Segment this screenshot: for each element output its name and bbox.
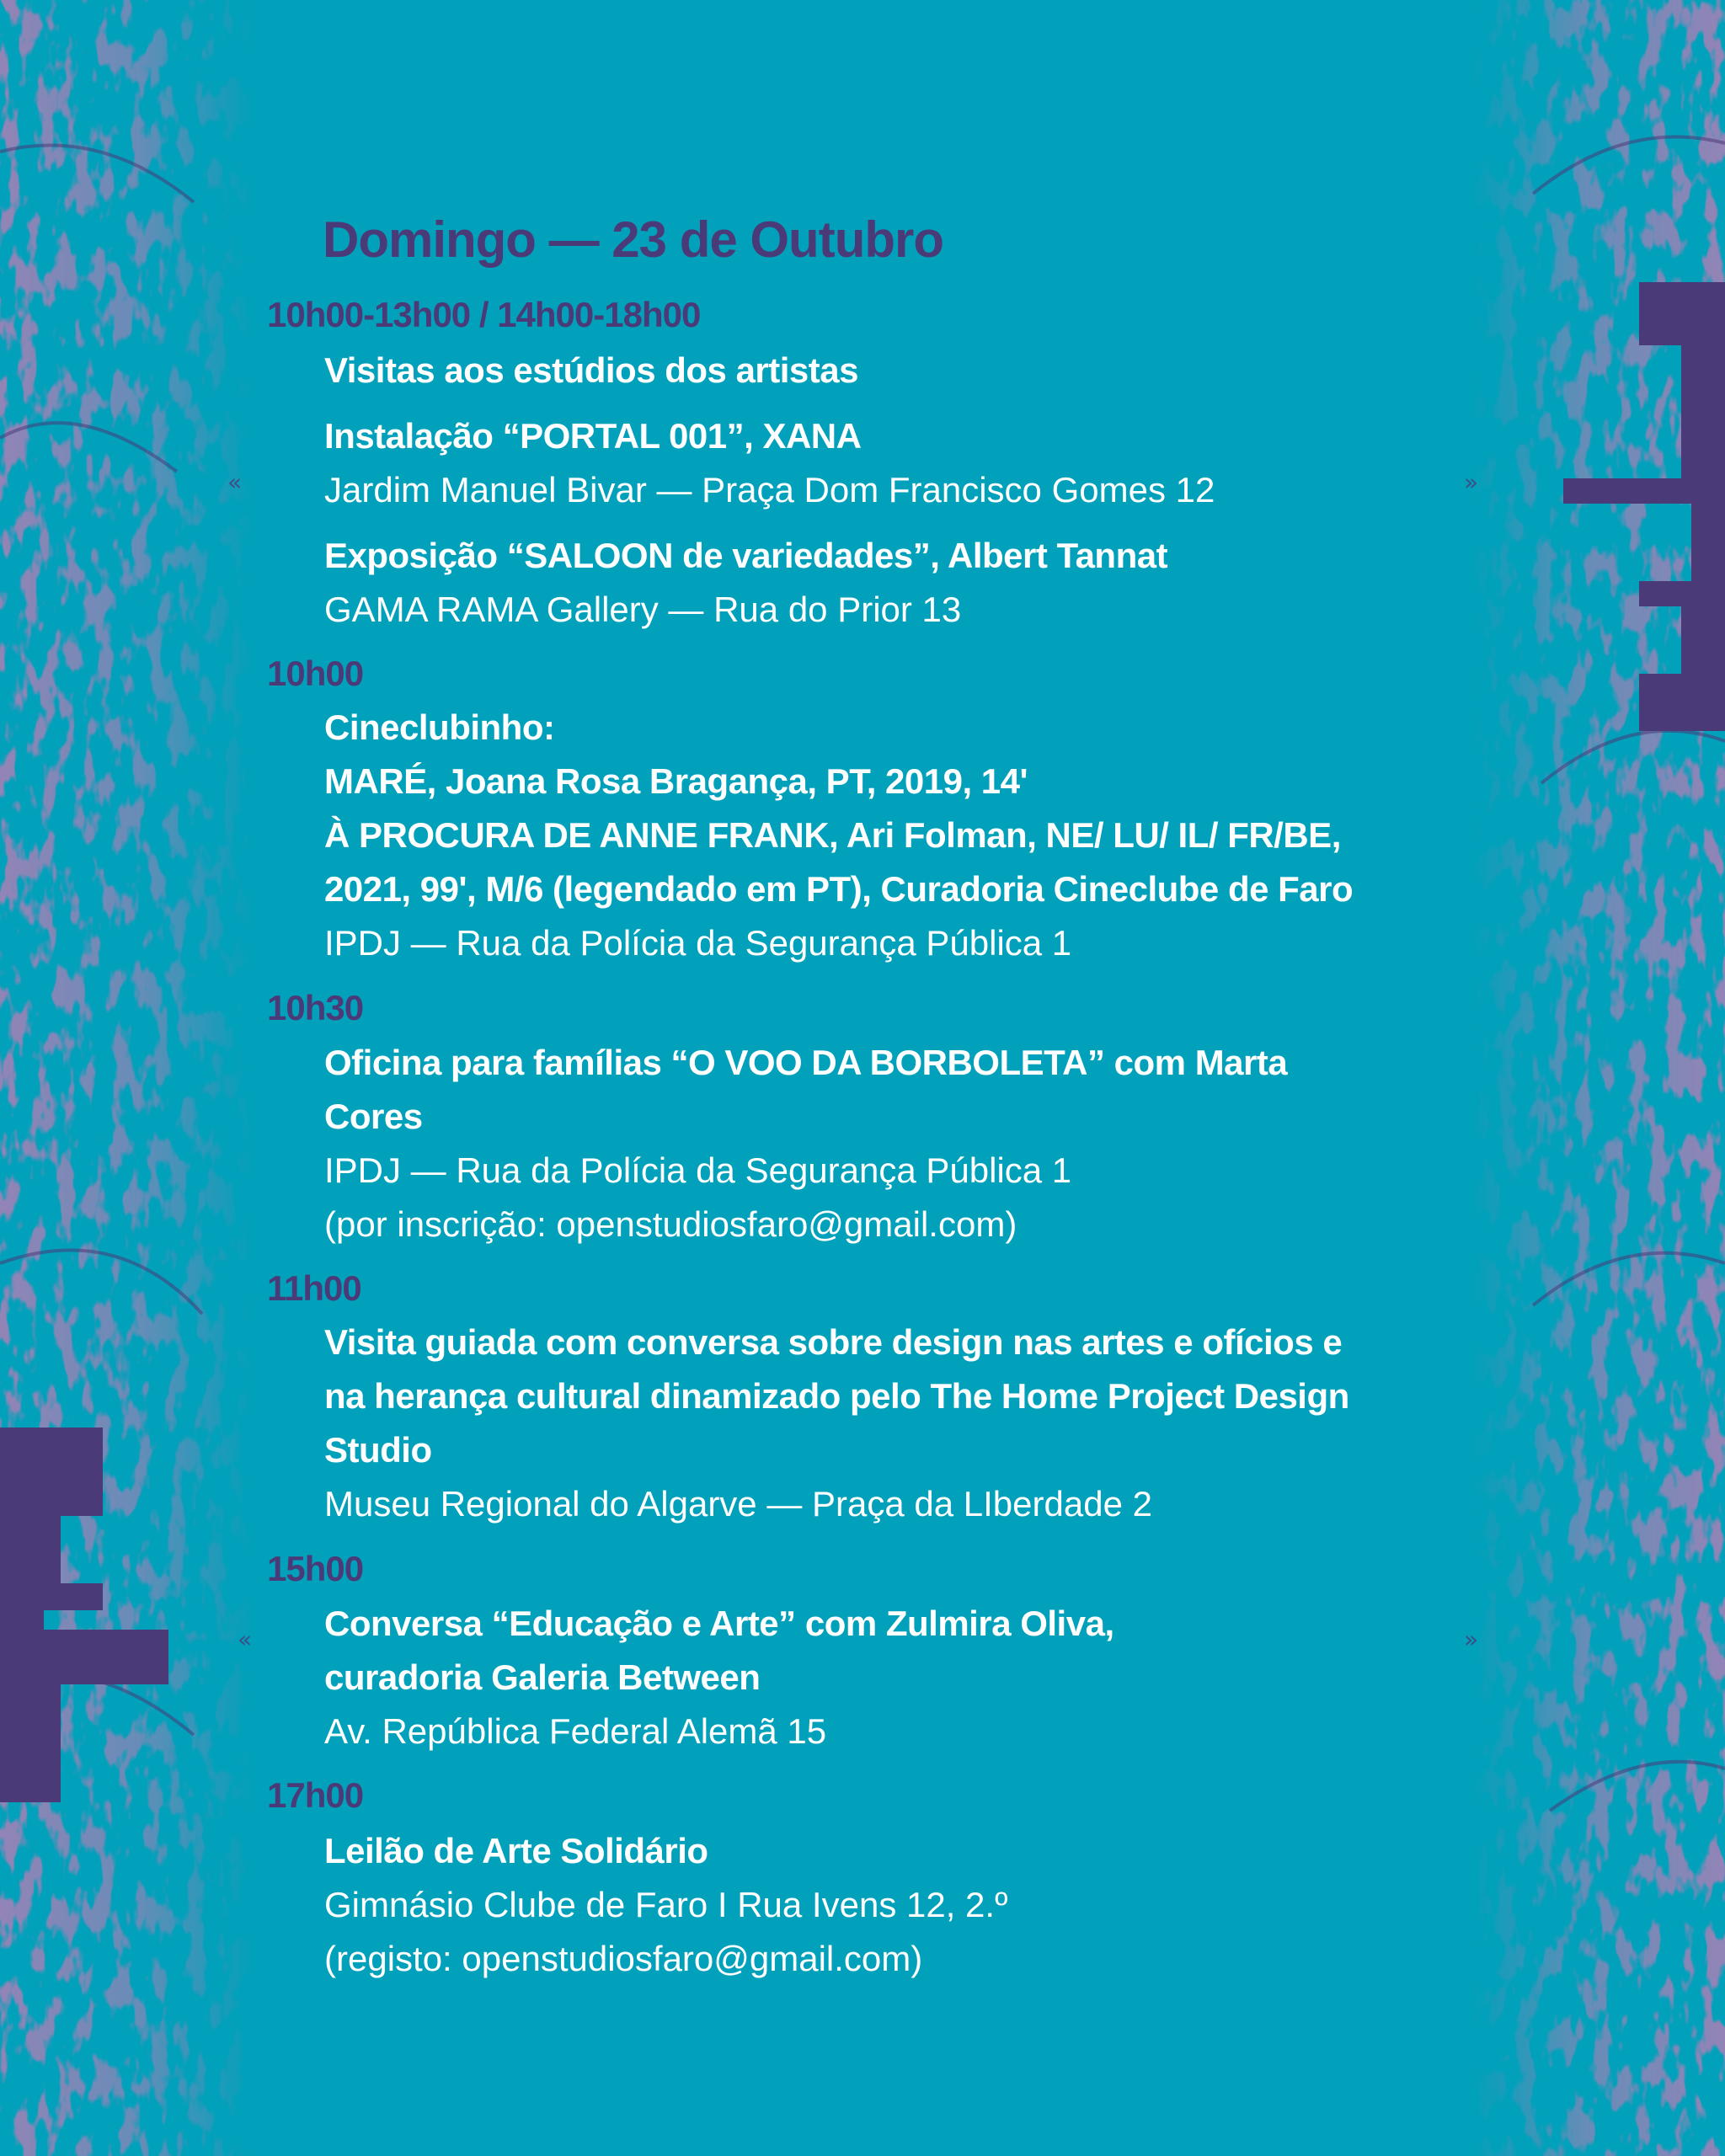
event-time: 17h00 bbox=[267, 1775, 364, 1815]
left-arrow-mark: « bbox=[238, 1625, 253, 1653]
event-title-line: 2021, 99', M/6 (legendado em PT), Curadoria Cineclube de Faro bbox=[324, 869, 1354, 909]
right-arrow-mark: » bbox=[1464, 1625, 1479, 1653]
event-title-line: Oficina para famílias “O VOO DA BORBOLETA” com Marta bbox=[324, 1043, 1288, 1082]
event-location: IPDJ — Rua da Polícia da Segurança Pública 1 bbox=[324, 1150, 1072, 1190]
event-location: IPDJ — Rua da Polícia da Segurança Pública 1 bbox=[324, 923, 1072, 963]
event-title-line: Studio bbox=[324, 1430, 432, 1470]
event-time: 10h00 bbox=[267, 654, 364, 693]
event-location: Museu Regional do Algarve — Praça da LIberdade 2 bbox=[324, 1484, 1152, 1524]
event-title: Exposição “SALOON de variedades”, Albert Tannat bbox=[324, 536, 1168, 575]
event-title-line: Visita guiada com conversa sobre design nas artes e ofícios e bbox=[324, 1322, 1343, 1362]
event-location: GAMA RAMA Gallery — Rua do Prior 13 bbox=[324, 590, 962, 629]
event-time: 10h30 bbox=[267, 988, 364, 1027]
left-arrow-mark: « bbox=[227, 468, 243, 496]
event-location: Jardim Manuel Bivar — Praça Dom Francisco Gomes 12 bbox=[324, 470, 1215, 510]
event-title-line: Conversa “Educação e Arte” com Zulmira Oliva, bbox=[324, 1604, 1114, 1643]
event-title-line: curadoria Galeria Between bbox=[324, 1657, 761, 1697]
event-title-line: À PROCURA DE ANNE FRANK, Ari Folman, NE/ LU/ IL/ FR/BE, bbox=[324, 815, 1341, 855]
right-arrow-mark: » bbox=[1464, 468, 1479, 496]
event-title-line: Leilão de Arte Solidário bbox=[324, 1831, 708, 1870]
event-note: (registo: openstudiosfaro@gmail.com) bbox=[324, 1939, 923, 1978]
event-title-line: Cineclubinho: bbox=[324, 707, 555, 747]
event-title: Visitas aos estúdios dos artistas bbox=[324, 350, 858, 390]
event-title-line: Cores bbox=[324, 1097, 423, 1136]
event-title: Instalação “PORTAL 001”, XANA bbox=[324, 416, 862, 456]
event-time: 15h00 bbox=[267, 1549, 364, 1588]
event-time: 11h00 bbox=[267, 1268, 361, 1308]
event-title-line: MARÉ, Joana Rosa Bragança, PT, 2019, 14' bbox=[324, 761, 1028, 801]
event-title-line: na herança cultural dinamizado pelo The Home Project Design bbox=[324, 1376, 1349, 1416]
event-location: Gimnásio Clube de Faro I Rua Ivens 12, 2.º bbox=[324, 1885, 1008, 1924]
event-location: Av. República Federal Alemã 15 bbox=[324, 1711, 827, 1751]
page-title: Domingo — 23 de Outubro bbox=[323, 211, 943, 268]
event-time: 10h00-13h00 / 14h00-18h00 bbox=[267, 295, 701, 334]
event-note: (por inscrição: openstudiosfaro@gmail.com) bbox=[324, 1204, 1017, 1244]
